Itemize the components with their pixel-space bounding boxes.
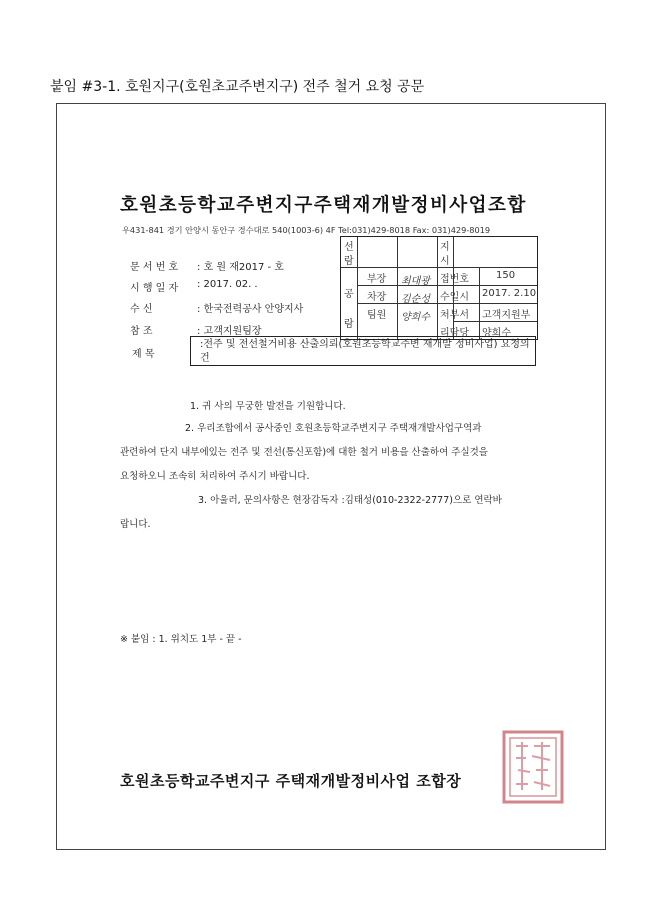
body-paragraph-3-line-1: 3. 아울러, 문의사항은 현장감독자 :김태성(010-2322-2777)으로 연락바	[198, 495, 502, 506]
org-name-heading: 호원초등학교주변지구주택재개발정비사업조합	[120, 195, 527, 216]
approval-sign-3: 양희수	[401, 312, 430, 323]
cc-value: : 고객지원팀장	[197, 326, 262, 337]
receipt-value-3: 고객지원부	[482, 310, 531, 321]
recipient-value: : 한국전력공사 안양지사	[197, 304, 304, 315]
receipt-value-4: 양희수	[482, 328, 511, 339]
doc-no-value: : 호 원 재2017 - 호	[197, 262, 284, 273]
date-label: 시 행 일 자	[130, 283, 179, 294]
page-caption: 붙임 #3-1. 호원지구(호원초교주변지구) 전주 철거 요청 공문	[50, 79, 425, 95]
subject-label: 제 목	[132, 349, 155, 360]
receipt-label-4: 리담당	[440, 328, 469, 339]
attachment-note: ※ 붙임 : 1. 위치도 1부 - 끝 -	[120, 634, 242, 645]
subject-value: :전주 및 전선철거비용 산출의뢰(호원초등학교주변 재개발 정비사업) 요청의 건	[200, 339, 530, 364]
approval-left-col-1: 공	[344, 289, 354, 300]
receipt-label-3: 처부서	[440, 310, 469, 321]
date-value: : 2017. 02. .	[197, 279, 258, 290]
approval-title-1: 부장	[367, 274, 387, 285]
receipt-label-2: 수일시	[440, 292, 469, 303]
approval-sign-1: 최대광	[401, 276, 430, 287]
body-paragraph-2-line-1: 2. 우리조합에서 공사중인 호원초등학교주변지구 주택재개발사업구역과	[185, 423, 482, 434]
body-paragraph-1: 1. 귀 사의 무궁한 발전을 기원합니다.	[190, 401, 346, 412]
doc-no-label: 문 서 번 호	[130, 262, 179, 273]
approval-title-3: 팀원	[367, 310, 387, 321]
address-line: 우431-841 경기 안양시 동안구 경수대로 540(1003-6) 4F Tel:031)429-8018 Fax: 031)429-8019	[122, 225, 491, 235]
receipt-value-1: 150	[496, 270, 516, 281]
cc-label: 참 조	[130, 326, 153, 337]
approval-left-col-2: 람	[344, 319, 354, 330]
recipient-label: 수 신	[130, 304, 153, 315]
body-paragraph-2-line-2: 관련하여 단지 내부에있는 전주 및 전선(통신포함)에 대한 철거 비용을 산출하여 주실것을	[120, 447, 488, 458]
approval-sign-2: 김순성	[401, 294, 430, 305]
approval-stamp-box	[340, 236, 538, 340]
approval-right-header-2: 시	[440, 256, 450, 267]
body-paragraph-2-line-3: 요청하오니 조속히 처리하여 주시기 바랍니다.	[120, 471, 310, 482]
approval-left-header-2: 람	[344, 256, 354, 267]
approval-right-header-1: 지	[440, 242, 450, 253]
receipt-value-2: 2017. 2.10	[482, 288, 537, 299]
receipt-label-1: 접번호	[440, 274, 469, 285]
body-paragraph-3-line-2: 랍니다.	[120, 519, 151, 530]
approval-left-header-1: 선	[344, 242, 354, 253]
approval-title-2: 차장	[367, 292, 387, 303]
official-seal-icon	[500, 728, 566, 806]
signature-line: 호원초등학교주변지구 주택재개발정비사업 조합장	[120, 772, 462, 790]
